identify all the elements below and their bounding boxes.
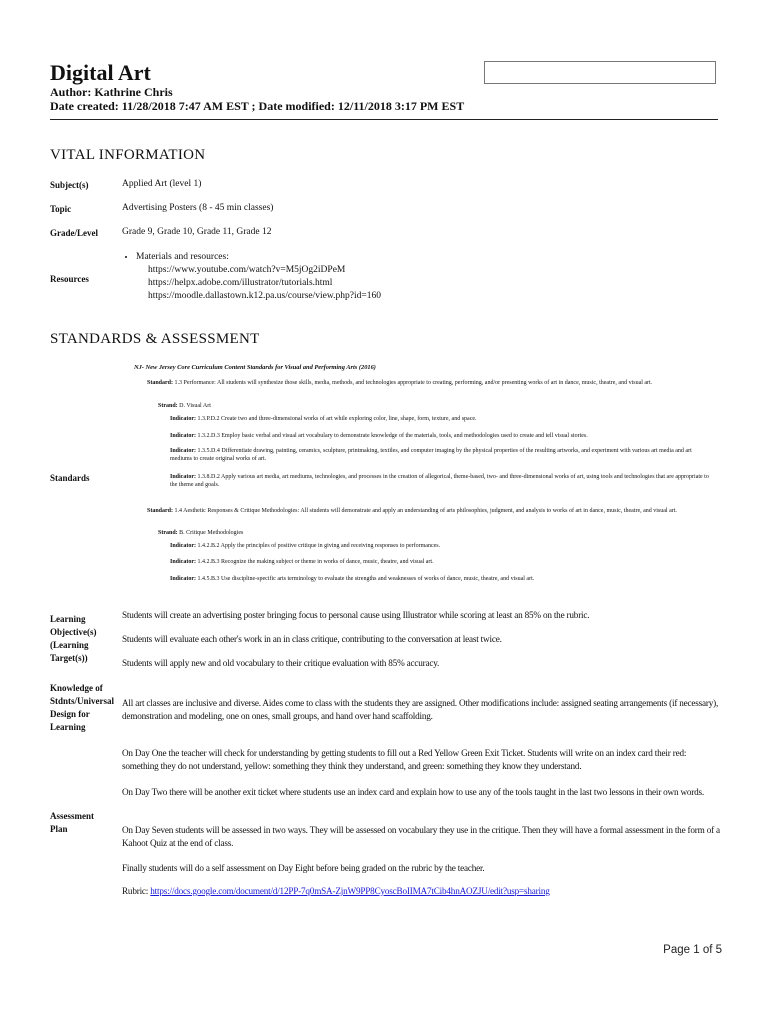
- indicator-key: Indicator:: [170, 576, 196, 582]
- indicator-text: 1.3.8.D.2 Apply various art media, art mediums, technologies, and processes in the creation of allegorical, theme-based, two- and three-dimensional works of art, using tools and technologies that are appropriate to the theme and goals.: [170, 474, 709, 488]
- strand-critique: [158, 529, 243, 537]
- subjects-value: Applied Art (level 1): [122, 179, 202, 189]
- indicator-item: [170, 558, 715, 566]
- objective-item: Students will apply new and old vocabulary to their critique evaluation with 85% accuracy.: [122, 658, 440, 668]
- objective-item: Students will evaluate each other's work in an in class critique, contributing to the conversation at least twice.: [122, 634, 502, 644]
- standard-key: Standard:: [147, 380, 174, 386]
- indicator-item: [170, 415, 715, 423]
- page-number: Page 1 of 5: [663, 944, 722, 956]
- label-line: (Learning: [50, 640, 89, 650]
- indicator-key: Indicator:: [170, 543, 196, 549]
- grade-label: Grade/Level: [50, 228, 98, 238]
- assessment-plan-label: [50, 810, 122, 836]
- knowledge-udl-label: [50, 682, 122, 734]
- indicator-text: 1.3.5.D.4 Differentiate drawing, painting, ceramics, sculpture, printmaking, textiles, and computer imaging by the physical properties of the resulting artworks, and experiment with various art media and art mediums to create original works of art.: [170, 448, 692, 462]
- resource-link-youtube[interactable]: https://www.youtube.com/watch?v=M5jOg2iDPeM: [148, 265, 346, 275]
- strand-visual-art: [158, 402, 211, 410]
- indicator-key: Indicator:: [170, 416, 196, 422]
- indicator-text: 1.4.5.B.3 Use discipline-specific arts terminology to evaluate the strengths and weaknesses of works of dance, music, theatre, and visual art.: [197, 576, 535, 582]
- standard-1-3: [147, 379, 707, 387]
- standards-label: Standards: [50, 473, 90, 483]
- standard-key: Standard:: [147, 508, 174, 514]
- label-line: Objective(s): [50, 627, 97, 637]
- indicator-key: Indicator:: [170, 433, 196, 439]
- standard-text: 1.3 Performance: All students will synthesize those skills, media, methods, and technologies appropriate to creating, performing, and/or presenting works of art in dance, music, theatre, and visual art.: [174, 380, 653, 386]
- standards-assessment-heading: STANDARDS & ASSESSMENT: [50, 331, 260, 347]
- resources-label: Resources: [50, 274, 89, 284]
- label-line: Learning: [50, 722, 86, 732]
- indicator-text: 1.4.2.B.3 Recognize the making subject or theme in works of dance, music, theatre, and visual art.: [197, 559, 434, 565]
- label-line: Plan: [50, 824, 68, 834]
- header-divider: [50, 119, 718, 120]
- indicator-item: [170, 432, 715, 440]
- resources-list: [136, 251, 381, 303]
- label-line: Knowledge of: [50, 683, 103, 693]
- label-line: Learning: [50, 614, 86, 624]
- label-line: Target(s)): [50, 653, 88, 663]
- resource-link-moodle[interactable]: https://moodle.dallastown.k12.pa.us/course/view.php?id=160: [148, 291, 381, 301]
- indicator-key: Indicator:: [170, 448, 196, 454]
- strand-key: Strand:: [158, 530, 178, 536]
- assessment-day-one: On Day One the teacher will check for understanding by getting students to fill out a Red Yellow Green Exit Ticket. Students will write on an index card their red: something they do not understand, yellow: something they think they understand, and green: something they know they understand.: [122, 748, 687, 771]
- topic-label: Topic: [50, 204, 72, 214]
- indicator-item: [170, 542, 715, 550]
- standard-1-4: [147, 507, 707, 515]
- strand-key: Strand:: [158, 403, 178, 409]
- assessment-day-two: On Day Two there will be another exit ticket where students use an index card and explain how to use any of the tools taught in the last two lessons in their own words.: [122, 787, 705, 797]
- indicator-item: [170, 575, 715, 583]
- dates-line: Date created: 11/28/2018 7:47 AM EST ; Date modified: 12/11/2018 3:17 PM EST: [50, 99, 465, 113]
- indicator-text: 1.4.2.B.2 Apply the principles of positive critique in giving and receiving responses to performances.: [197, 543, 441, 549]
- document-title: Digital Art: [50, 60, 151, 85]
- label-line: Stdnts/Universal: [50, 696, 115, 706]
- assessment-day-eight: Finally students will do a self assessment on Day Eight before being graded on the rubric by the teacher.: [122, 863, 485, 873]
- indicator-item: [170, 473, 715, 489]
- learning-objectives-label: [50, 613, 122, 665]
- indicator-item: [170, 447, 715, 463]
- header-empty-box: [484, 61, 716, 84]
- subjects-label: Subject(s): [50, 180, 89, 190]
- vital-information-heading: VITAL INFORMATION: [50, 147, 206, 163]
- objective-item: Students will create an advertising poster bringing focus to personal cause using Illustrator while scoring at least an 85% on the rubric.: [122, 610, 590, 620]
- rubric-link[interactable]: https://docs.google.com/document/d/12PP-7q0mSA-ZjnW9PP8CyoscBoIIMA7tCib4hnAOZJU/edit?usp=sharing: [150, 886, 550, 896]
- resources-bullet: • Materials and resources:: [136, 251, 381, 264]
- label-line: Assessment: [50, 811, 94, 821]
- label-line: Design for: [50, 709, 90, 719]
- strand-text: B. Critique Methodologies: [179, 530, 244, 536]
- grade-value: Grade 9, Grade 10, Grade 11, Grade 12: [122, 227, 272, 237]
- knowledge-udl-text: All art classes are inclusive and diverse. Aides come to class with the students they are assigned. Other modifications include: assigned seating arrangements (if necessary), demonstration and modeling, one on ones, small groups, and hand over hand scaffolding.: [122, 698, 719, 721]
- indicator-key: Indicator:: [170, 474, 196, 480]
- standard-text: 1.4 Aesthetic Responses & Critique Methodologies: All students will demonstrate and apply an understanding of arts philosophies, judgment, and analysis to works of art in dance, music, theatre, and visual art.: [174, 508, 677, 514]
- rubric-line: [122, 885, 722, 898]
- strand-text: D. Visual Art: [179, 403, 211, 409]
- indicator-text: 1.3.P.D.2 Create two and three-dimensional works of art while exploring color, line, shape, form, texture, and space.: [197, 416, 477, 422]
- indicator-key: Indicator:: [170, 559, 196, 565]
- topic-value: Advertising Posters (8 - 45 min classes): [122, 203, 274, 213]
- rubric-label: Rubric:: [122, 886, 149, 896]
- standards-source: NJ- New Jersey Core Curriculum Content Standards for Visual and Performing Arts (2016): [134, 364, 376, 371]
- assessment-day-seven: On Day Seven students will be assessed in two ways. They will be assessed on vocabulary they use in the critique. Then they will have a formal assessment in the form of a Kahoot Quiz at the end of class.: [122, 825, 720, 848]
- author-line: Author: Kathrine Chris: [50, 85, 173, 99]
- resource-link-adobe[interactable]: https://helpx.adobe.com/illustrator/tutorials.html: [148, 278, 333, 288]
- indicator-text: 1.3.2.D.3 Employ basic verbal and visual art vocabulary to demonstrate knowledge of the materials, tools, and methodologies used to create and tell visual stories.: [197, 433, 588, 439]
